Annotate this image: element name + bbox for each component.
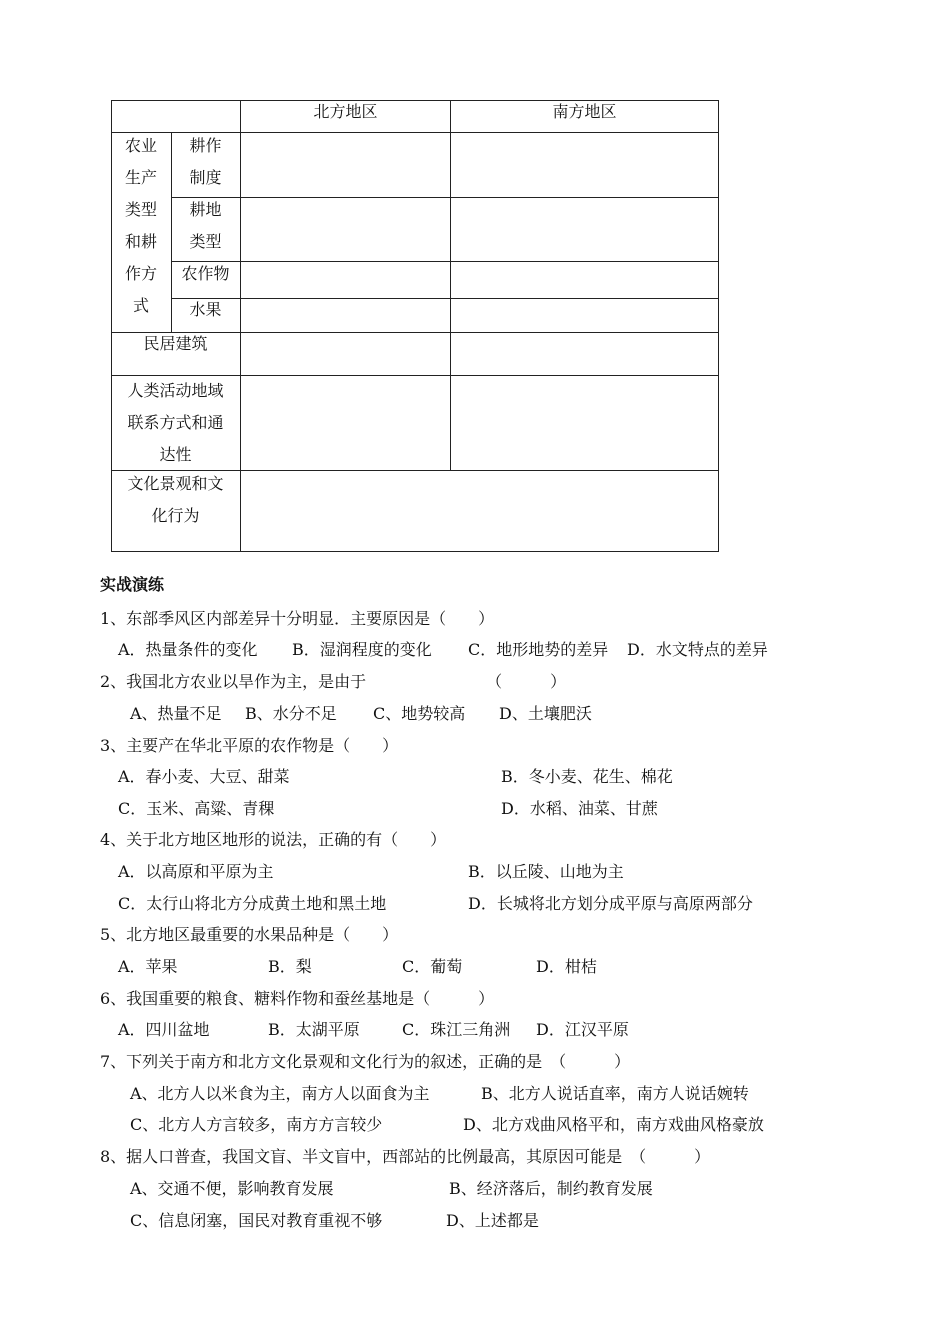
comparison-table — [111, 100, 719, 552]
table-rule — [171, 261, 719, 262]
option-5a: A．苹果 — [118, 957, 178, 976]
option-6c: C．珠江三角洲 — [402, 1020, 511, 1039]
row-label-line: 联系方式和通 — [127, 413, 224, 432]
option-3b: B．冬小麦、花生、棉花 — [501, 767, 673, 786]
group-label-line: 作方 — [124, 264, 157, 283]
option-4b: B．以丘陵、山地为主 — [468, 862, 624, 881]
row-label-fruit: 水果 — [189, 300, 222, 319]
group-label-line: 农业 — [124, 136, 157, 155]
option-8a: A、交通不便，影响教育发展 — [130, 1179, 334, 1198]
table-border-right — [718, 100, 719, 552]
group-label-line: 类型 — [124, 200, 157, 219]
table-border-bottom — [111, 551, 719, 552]
row-label-line: 耕地 — [189, 200, 222, 219]
row-label-line: 类型 — [189, 232, 222, 251]
option-7a: A、北方人以米食为主，南方人以面食为主 — [130, 1084, 430, 1103]
group-label-agriculture — [111, 130, 171, 322]
row-label-regional-links — [111, 375, 240, 471]
group-label-line: 式 — [132, 296, 149, 315]
table-rule — [171, 197, 719, 198]
row-label-farmland-type — [171, 194, 240, 258]
option-7d: D、北方戏曲风格平和，南方戏曲风格豪放 — [463, 1115, 764, 1134]
question-5: 5、北方地区最重要的水果品种是（ ） — [100, 925, 399, 944]
table-rule — [240, 100, 241, 552]
option-3a: A．春小麦、大豆、甜菜 — [118, 767, 290, 786]
option-8b: B、经济落后，制约教育发展 — [449, 1179, 653, 1198]
row-label-line: 制度 — [189, 168, 222, 187]
row-label-line: 耕作 — [189, 136, 222, 155]
option-5d: D．柑桔 — [536, 957, 597, 976]
option-4d: D．长城将北方划分成平原与高原两部分 — [468, 894, 753, 913]
row-label-line: 化行为 — [151, 506, 200, 525]
row-label-culture — [111, 468, 240, 532]
option-1d: D．水文特点的差异 — [627, 640, 768, 659]
row-label-line: 人类活动地域 — [127, 381, 224, 400]
option-4a: A．以高原和平原为主 — [118, 862, 274, 881]
row-label-housing: 民居建筑 — [143, 334, 208, 353]
option-6a: A．四川盆地 — [118, 1020, 210, 1039]
question-7: 7、下列关于南方和北方文化景观和文化行为的叙述，正确的是 （ ） — [100, 1052, 631, 1071]
row-label-line: 达性 — [159, 445, 192, 464]
option-8c: C、信息闭塞，国民对教育重视不够 — [130, 1211, 383, 1230]
option-4c: C．太行山将北方分成黄土地和黑土地 — [118, 894, 387, 913]
row-label-farming-system — [171, 130, 240, 194]
table-rule — [450, 100, 451, 471]
option-2d: D、土壤肥沃 — [499, 704, 592, 723]
header-north: 北方地区 — [313, 102, 378, 121]
header-south: 南方地区 — [552, 102, 617, 121]
question-1: 1、东部季风区内部差异十分明显．主要原因是（ ） — [100, 609, 495, 628]
question-8: 8、据人口普查，我国文盲、半文盲中，西部站的比例最高，其原因可能是 （ ） — [100, 1147, 711, 1166]
option-5b: B．梨 — [268, 957, 312, 976]
section-title: 实战演练 — [100, 575, 165, 594]
group-label-line: 和耕 — [124, 232, 157, 251]
option-3c: C．玉米、高粱、青稞 — [118, 799, 275, 818]
option-1a: A．热量条件的变化 — [118, 640, 258, 659]
option-8d: D、上述都是 — [446, 1211, 539, 1230]
option-6d: D．江汉平原 — [536, 1020, 629, 1039]
option-2a: A、热量不足 — [130, 704, 222, 723]
option-1c: C．地形地势的差异 — [468, 640, 609, 659]
group-label-line: 生产 — [124, 168, 157, 187]
option-2b: B、水分不足 — [245, 704, 337, 723]
option-7c: C、北方人方言较多，南方方言较少 — [130, 1115, 383, 1134]
option-1b: B．湿润程度的变化 — [292, 640, 432, 659]
option-2c: C、地势较高 — [373, 704, 466, 723]
option-3d: D．水稻、油菜、甘蔗 — [501, 799, 658, 818]
question-3: 3、主要产在华北平原的农作物是（ ） — [100, 736, 399, 755]
question-6: 6、我国重要的粮食、糖料作物和蚕丝基地是（ ） — [100, 989, 495, 1008]
question-4: 4、关于北方地区地形的说法，正确的有（ ） — [100, 830, 447, 849]
question-2: 2、我国北方农业以旱作为主，是由于 （ ） — [100, 672, 567, 691]
option-7b: B、北方人说话直率，南方人说话婉转 — [481, 1084, 749, 1103]
option-6b: B．太湖平原 — [268, 1020, 360, 1039]
table-rule — [171, 298, 719, 299]
row-label-line: 文化景观和文 — [127, 474, 224, 493]
row-label-crops: 农作物 — [181, 264, 230, 283]
option-5c: C．葡萄 — [402, 957, 463, 976]
